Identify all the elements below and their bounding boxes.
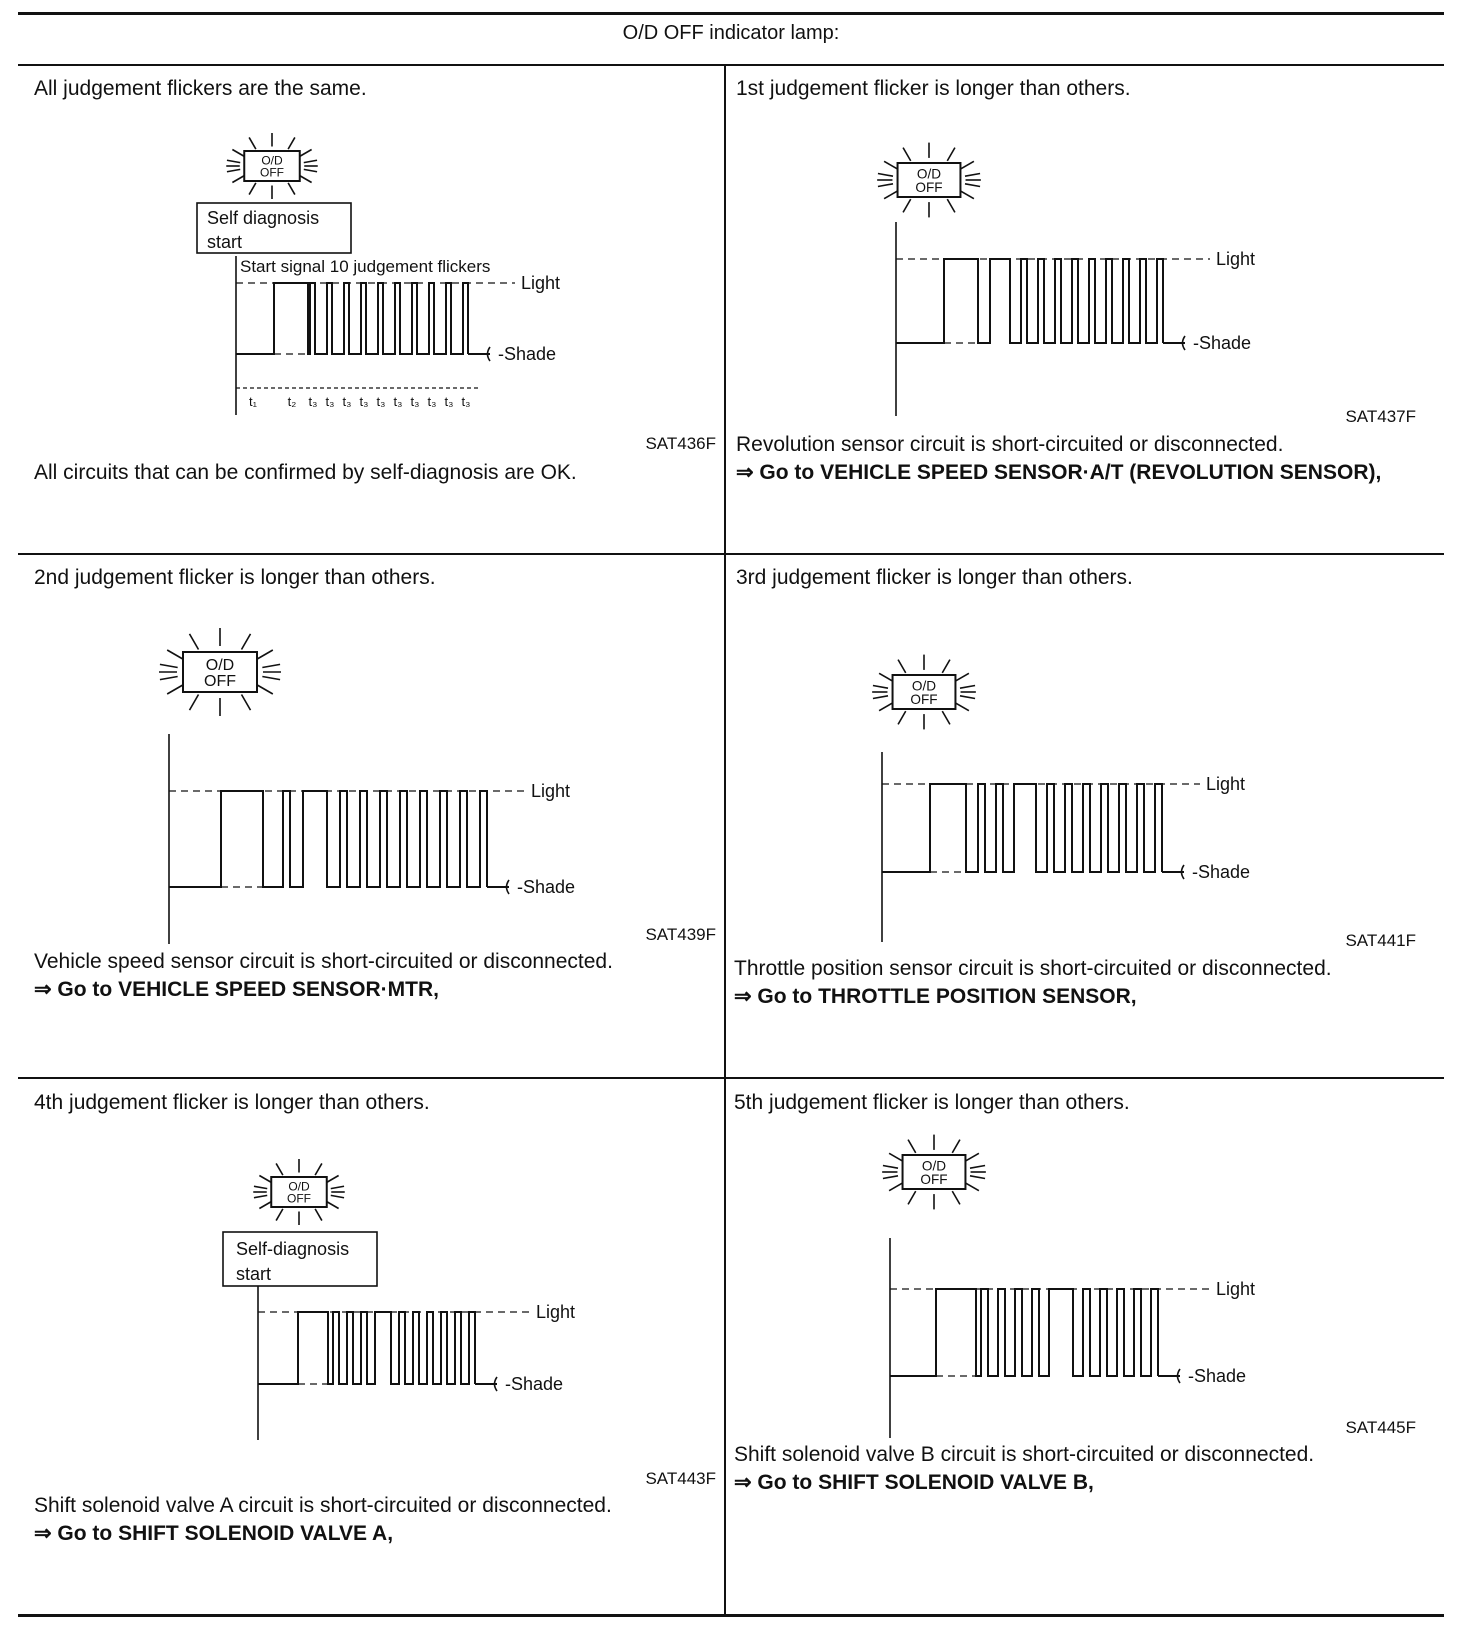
figure-code: SAT437F [1345, 407, 1416, 426]
lamp-ray [883, 1176, 898, 1179]
lamp-label-od: O/D [921, 1158, 947, 1174]
lamp-ray [952, 1191, 960, 1204]
timing-label: t₃ [444, 394, 454, 409]
timing-label: t₁ [249, 394, 257, 409]
timing-label: t₃ [461, 394, 471, 409]
start-box-line2: start [236, 1264, 272, 1284]
shade-label: -Shade [1188, 1366, 1247, 1386]
lamp-ray [883, 1166, 898, 1169]
lamp-label-off: OFF [204, 673, 236, 690]
lamp-label-od: O/D [916, 166, 942, 182]
diagnosis-text: Throttle position sensor circuit is short-circuited or disconnected. [734, 957, 1332, 980]
lamp-label-off: OFF [920, 1171, 948, 1187]
lamp-ray [970, 1166, 985, 1169]
timing-label: t₃ [342, 394, 352, 409]
lamp-ray [970, 1176, 985, 1179]
go-to-link[interactable]: ⇒ Go to VEHICLE SPEED SENSOR·A/T (REVOLUTION SENSOR), [736, 461, 1382, 484]
cell-description [734, 1441, 1440, 1497]
lamp-ray [908, 1191, 916, 1204]
shade-label: -Shade [1193, 333, 1252, 353]
lamp-label-od: O/D [911, 678, 937, 694]
cell-heading: 1st judgement flicker is longer than others. [736, 77, 1131, 100]
flicker-waveform [890, 1289, 1158, 1376]
lamp-ray [889, 1183, 902, 1191]
timing-label: t₂ [287, 394, 297, 409]
timing-label: t₃ [427, 394, 437, 409]
diagnosis-text: Revolution sensor circuit is short-circuited or disconnected. [736, 433, 1284, 456]
lamp-label-off: OFF [287, 1191, 311, 1206]
light-label: Light [531, 781, 571, 801]
go-to-link[interactable]: ⇒ Go to THROTTLE POSITION SENSOR, [734, 985, 1137, 1008]
lamp-label-od: O/D [261, 153, 283, 168]
cell-heading: 2nd judgement flicker is longer than others. [34, 566, 436, 589]
start-signal-label: Start signal 10 judgement flickers [240, 257, 491, 276]
cell-heading: 4th judgement flicker is longer than others. [34, 1091, 430, 1114]
lamp-ray [966, 1153, 979, 1161]
go-to-link[interactable]: ⇒ Go to SHIFT SOLENOID VALVE A, [34, 1522, 394, 1545]
light-label: Light [1206, 774, 1246, 794]
shade-label: -Shade [517, 877, 576, 897]
start-box-line1: Self-diagnosis [236, 1239, 350, 1259]
timing-label: t₃ [393, 394, 403, 409]
shade-label: -Shade [1192, 862, 1251, 882]
od-off-lamp-icon [882, 1135, 986, 1210]
lamp-ray [889, 1153, 902, 1161]
diagnosis-text: Vehicle speed sensor circuit is short-circuited or disconnected. [34, 950, 613, 973]
lamp-ray [908, 1140, 916, 1153]
diagnosis-text: All circuits that can be confirmed by self-diagnosis are OK. [34, 461, 577, 484]
lamp-label-od: O/D [205, 657, 235, 674]
lamp-label-off: OFF [260, 165, 284, 180]
start-box-line1: Self diagnosis [207, 208, 320, 228]
timing-label: t₃ [325, 394, 335, 409]
shade-label: -Shade [498, 344, 557, 364]
lamp-ray [952, 1140, 960, 1153]
shade-label: -Shade [505, 1374, 564, 1394]
cell-heading: 5th judgement flicker is longer than others. [734, 1091, 1130, 1114]
figure-code: SAT439F [645, 925, 716, 944]
figure-code: SAT441F [1345, 931, 1416, 950]
lamp-label-off: OFF [915, 179, 943, 195]
light-label: Light [1216, 1279, 1256, 1299]
light-label: Light [536, 1302, 576, 1322]
timing-label: t₃ [410, 394, 420, 409]
lamp-label-od: O/D [288, 1179, 310, 1194]
diagnosis-text: Shift solenoid valve B circuit is short-circuited or disconnected. [734, 1443, 1315, 1466]
figure-code: SAT443F [645, 1469, 716, 1488]
lamp-ray [966, 1183, 979, 1191]
timing-label: t₃ [376, 394, 386, 409]
figure-code: SAT445F [1345, 1418, 1416, 1437]
diagnosis-text: Shift solenoid valve A circuit is short-circuited or disconnected. [34, 1494, 612, 1517]
go-to-link[interactable]: ⇒ Go to VEHICLE SPEED SENSOR·MTR, [34, 978, 439, 1001]
timing-label: t₃ [359, 394, 369, 409]
light-label: Light [1216, 249, 1256, 269]
cell-heading: All judgement flickers are the same. [34, 77, 367, 100]
cell-heading: 3rd judgement flicker is longer than others. [736, 566, 1133, 589]
table-header: O/D OFF indicator lamp: [622, 22, 840, 44]
timing-label: t₃ [308, 394, 318, 409]
figure-code: SAT436F [645, 434, 716, 453]
light-label: Light [521, 273, 561, 293]
lamp-label-off: OFF [910, 691, 938, 707]
start-box-line2: start [207, 232, 243, 252]
go-to-link[interactable]: ⇒ Go to SHIFT SOLENOID VALVE B, [734, 1471, 1094, 1494]
